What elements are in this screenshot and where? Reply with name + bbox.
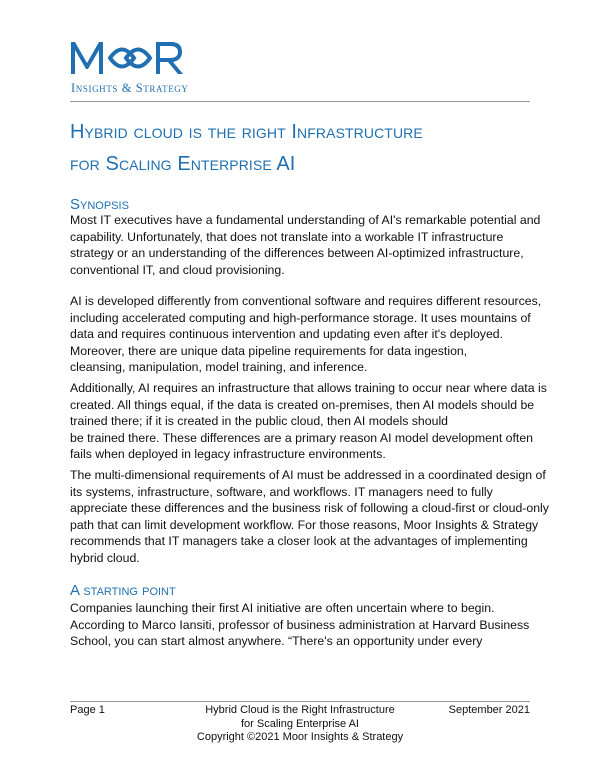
text-line: Most IT executives have a fundamental understanding of AI's remarkable potential and [70, 213, 541, 227]
text-line: be trained there. These differences are a primary reason AI model development often [70, 430, 534, 445]
title-line-2: for Scaling Enterprise AI [70, 153, 296, 175]
text-line: its systems, infrastructure, software, and workflows. IT managers need to fully [70, 484, 493, 499]
text-line: Companies launching their first AI initiative are often uncertain where to begin. [70, 601, 495, 615]
text-line: Additionally, AI requires an infrastructure that allows training to occur near where data is [70, 381, 547, 395]
starting-point-paragraph-1 [70, 600, 532, 650]
text-line: cleansing, manipulation, model training, and inference. [70, 360, 368, 374]
text-line: fails when deployed in legacy infrastructure environments. [70, 447, 386, 461]
footer-date: September 2021 [448, 704, 530, 716]
text-line: Moreover, there are unique data pipeline requirements for data ingestion, [70, 343, 468, 358]
text-line: recommends that IT managers take a closer look at the advantages of implementing [70, 534, 528, 548]
company-logo [70, 38, 220, 96]
section-heading-synopsis: Synopsis [70, 196, 129, 213]
text-line: including accelerated computing and high-performance storage. It uses mountains of [70, 310, 531, 325]
text-line: conventional IT, and cloud provisioning. [70, 262, 285, 277]
text-line: AI is developed differently from conventional software and requires different resources, [70, 294, 542, 308]
synopsis-paragraph-3 [70, 380, 547, 463]
document-title [70, 116, 540, 180]
text-line: According to Marco Iansiti, professor of business administration at Harvard Business [70, 617, 530, 632]
text-line: strategy or an understanding of the differences between AI-optimized infrastructure, [70, 246, 524, 260]
footer-doc-title-line-1: Hybrid Cloud is the Right Infrastructure [205, 704, 395, 716]
footer-page-number: Page 1 [70, 704, 105, 716]
footer-divider [70, 701, 530, 702]
text-line: appreciate these differences and the business risk of following a cloud-first or cloud-only [70, 501, 549, 515]
text-line: hybrid cloud. [70, 550, 140, 565]
text-line: path that can limit development workflow. For those reasons, Moor Insights & Strategy [70, 517, 539, 532]
text-line: capability. Unfortunately, that does not translate into a workable IT infrastructure [70, 229, 504, 244]
text-line: data and requires continuous intervention and updating even after it's deployed. [70, 327, 504, 341]
footer-doc-title-line-2: for Scaling Enterprise AI [240, 717, 359, 730]
text-line: trained there; if it is created in the public cloud, then AI models should [70, 414, 449, 428]
text-line: School, you can start almost anywhere. “There's an opportunity under every [70, 634, 483, 648]
logo-tagline: Insights & Strategy [71, 81, 189, 95]
synopsis-paragraph-2 [70, 293, 542, 376]
synopsis-paragraph-1 [70, 212, 541, 278]
footer-copyright: Copyright ©2021 Moor Insights & Strategy [196, 731, 404, 743]
text-line: The multi-dimensional requirements of AI must be addressed in a coordinated design of [70, 468, 546, 482]
title-line-1: Hybrid cloud is the right Infrastructure [70, 121, 423, 143]
section-heading-starting-point: A starting point [70, 582, 176, 599]
header-divider [70, 101, 530, 102]
synopsis-paragraph-4 [70, 467, 549, 566]
text-line: created. All things equal, if the data is created on-premises, then AI models should be [70, 397, 535, 412]
